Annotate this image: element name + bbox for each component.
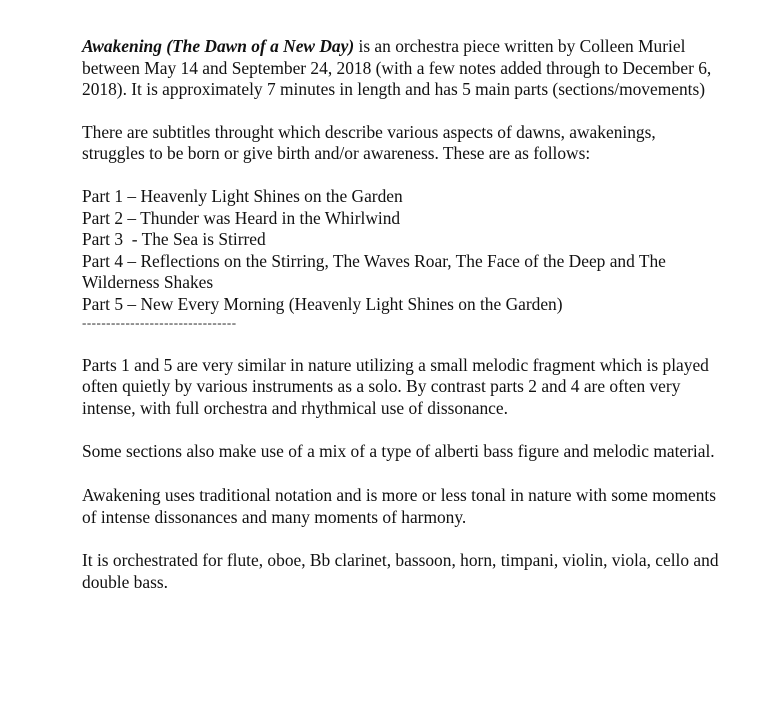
part-3-line: Part 3 - The Sea is Stirred bbox=[82, 229, 266, 250]
dashed-divider: -------------------------------- bbox=[82, 314, 237, 330]
parts-list bbox=[82, 186, 722, 330]
document-page bbox=[82, 36, 722, 593]
similarity-paragraph: Parts 1 and 5 are very similar in nature utilizing a small melodic fragment which is played often quietly by various instruments as a solo. By contrast parts 2 and 4 are often very intense, with full orchestra and rhythmical use of dissonance. bbox=[82, 354, 709, 418]
intro-paragraph bbox=[82, 36, 722, 101]
part-1-line: Part 1 – Heavenly Light Shines on the Garden bbox=[82, 185, 403, 206]
intro-text: is an orchestra piece written by Colleen Muriel between May 14 and September 24, 2018 (with a few notes added through to December 6, 2018). It is approximately 7 minutes in length and has 5 main parts (sections/movements) bbox=[82, 36, 712, 100]
part-4-line: Part 4 – Reflections on the Stirring, The Waves Roar, The Face of the Deep and The Wilderness Shakes bbox=[82, 250, 670, 293]
subtitles-intro-paragraph: There are subtitles throught which describe various aspects of dawns, awakenings, struggles to be born or give birth and/or awareness. These are as follows: bbox=[82, 121, 656, 164]
piece-title: Awakening (The Dawn of a New Day) bbox=[82, 36, 355, 56]
notation-paragraph: Awakening uses traditional notation and is more or less tonal in nature with some moments of intense dissonances and many moments of harmony. bbox=[82, 484, 717, 527]
orchestration-paragraph: It is orchestrated for flute, oboe, Bb clarinet, bassoon, horn, timpani, violin, viola, cello and double bass. bbox=[82, 550, 719, 592]
part-5-line: Part 5 – New Every Morning (Heavenly Light Shines on the Garden) bbox=[82, 293, 563, 314]
alberti-paragraph: Some sections also make use of a mix of a type of alberti bass figure and melodic material. bbox=[82, 441, 715, 462]
part-2-line: Part 2 – Thunder was Heard in the Whirlwind bbox=[82, 207, 401, 228]
